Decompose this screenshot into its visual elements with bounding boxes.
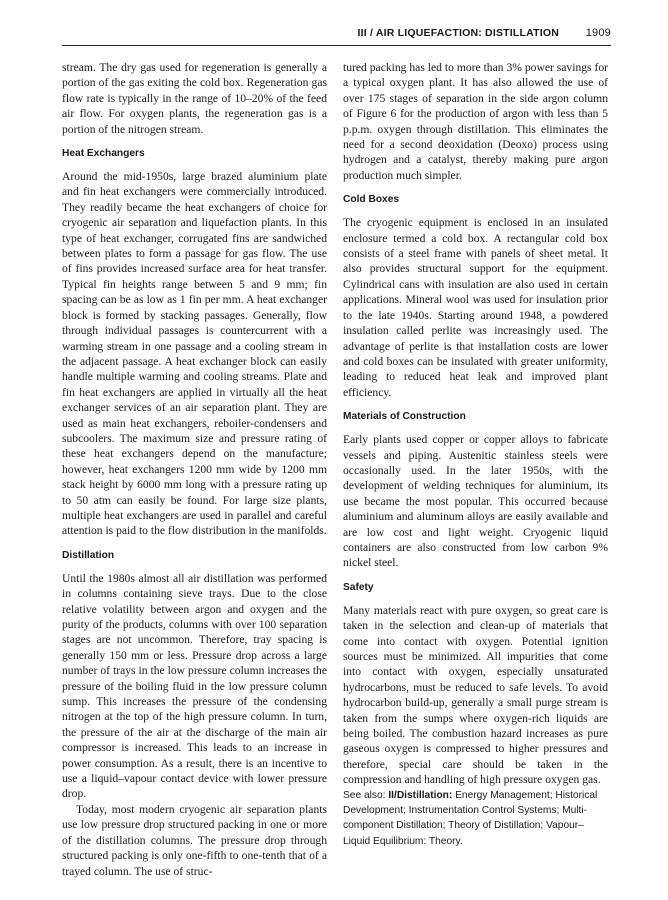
cold-boxes-paragraph: The cryogenic equipment is enclosed in an insulated enclosure termed a cold box. A rectangular cold box consists of a steel frame with panels of sheet metal. It also provides structural support for the equipment. Cylindrical cans with insulation are also used in certain applications. Mineral wool was used for insulation prior to the late 1940s. Starting around 1948, a powdered insulation called perlite was increasingly used. The advantage of perlite is that installation costs are lower and cold boxes can be insulated with greater uniformity, leading to reduced heat leak and improved plant efficiency. <box>343 216 608 399</box>
distillation-paragraph-1: Until the 1980s almost all air distillation was performed in columns containing sieve trays. Due to the close relative volatility between argon and oxygen and the purity of the products, columns with over 100 separation stages are not uncommon. Therefore, tray spacing is generally 150 mm or less. Pressure drop across a large number of trays in the low pressure column increases the pressure of the boiling fluid in the low pressure column sump. This increases the pressure of the condensing nitrogen at the top of the high pressure column. In turn, the pressure of the air at the discharge of the main air compressor is increased. This leads to an increase in power consumption. As a result, there is an incentive to use a liquid–vapour contact device with lower pressure drop. <box>62 571 327 801</box>
materials-paragraph: Early plants used copper or copper alloys to fabricate vessels and piping. Austenitic stainless steels were occasionally used. In the later 1950s, with the development of welding techniques for aluminium, its use became the most popular. This occurred because aluminium and aluminum alloys are easily available and are low cost and light weight. Cryogenic liquid containers are also constructed from low carbon 9% nickel steel. <box>343 433 608 570</box>
page-number: 1909 <box>585 27 611 39</box>
see-also <box>343 788 608 850</box>
see-also-section-ref[interactable]: II/Distillation: <box>388 789 453 801</box>
distillation-paragraph-2: Today, most modern cryogenic air separation plants use low pressure drop structured packing in one or more of the distillation columns. The pressure drop through structured packing is only one-fifth to one-tenth that of a trayed column. The use of struc- <box>62 802 327 878</box>
heading-cold-boxes: Cold Boxes <box>343 194 400 206</box>
safety-paragraph: Many materials react with pure oxygen, so great care is taken in the selection and clean-up of materials that come into contact with oxygen. Potential ignition sources must be minimized. All impurities that come into contact with oxygen, especially unsaturated hydrocarbons, must be reduced to safe levels. To avoid hydrocarbon build-up, generally a small purge stream is taken from the sumps where oxygen-rich liquids are being boiled. The combustion hazard increases as pure gaseous oxygen is compressed to higher pressures and therefore, special care should be taken in the compression and handling of high pressure oxygen gas. <box>343 603 608 787</box>
header-rule <box>62 45 611 46</box>
heading-heat-exchangers: Heat Exchangers <box>62 148 145 160</box>
right-column <box>343 60 608 849</box>
running-head <box>62 27 611 43</box>
heading-safety: Safety <box>343 581 374 593</box>
running-head-section: III / AIR LIQUEFACTION: DISTILLATION <box>357 27 559 39</box>
see-also-refs[interactable]: Energy Management; Historical Development; Instrumentation Control Systems; Multi-component Distillation; Theory of Distillation; Vapour–Liquid Equilibrium: Theory. <box>343 789 598 847</box>
intro-paragraph: stream. The dry gas used for regeneration is generally a portion of the gas exiting the cold box. Regeneration gas flow rate is typically in the range of 10–20% of the feed air flow. For oxygen plants, the regeneration gas is a portion of the nitrogen stream. <box>62 61 327 136</box>
left-column <box>62 60 327 879</box>
heading-materials: Materials of Construction <box>343 411 466 423</box>
see-also-lead: See also: <box>343 789 386 801</box>
continuation-paragraph: tured packing has led to more than 3% power savings for a typical oxygen plant. It has also allowed the use of over 175 stages of separation in the side argon column of Figure 6 for the production of argon with less than 5 p.p.m. oxygen through distillation. This eliminates the need for a second deoxidation (Deoxo) process using hydrogen and a catalyst, thereby making pure argon production much simpler. <box>343 61 608 182</box>
heading-distillation: Distillation <box>62 549 115 561</box>
heat-exchangers-paragraph: Around the mid-1950s, large brazed aluminium plate and fin heat exchangers were commercially introduced. They readily became the heat exchangers of choice for cryogenic air separation and liquefaction plants. In this type of heat exchanger, corrugated fins are sandwiched between plates to form a passage for gas flow. The use of fins provides increased surface area for heat transfer. Typical fin heights range between 5 and 9 mm; fin spacing can be as low as 1 fin per mm. A heat exchanger block is formed by stacking passages. Generally, flow through individual passages is countercurrent with a warming stream in one passage and a cooling stream in the adjacent passage. A heat exchanger block can easily handle multiple warming and cooling streams. Plate and fin heat exchangers are applied in virtually all the heat exchanger services of an air separation plant. They are used as main heat exchangers, reboiler-condensers and subcoolers. The maximum size and pressure rating of these heat exchangers depend on the manufacture; however, heat exchangers 1200 mm wide by 1200 mm stack height by 6000 mm long with a pressure rating up to 50 atm can easily be found. For large size plants, multiple heat exchangers are used in parallel and careful attention is paid to the flow distribution in the manifolds. <box>62 170 327 538</box>
